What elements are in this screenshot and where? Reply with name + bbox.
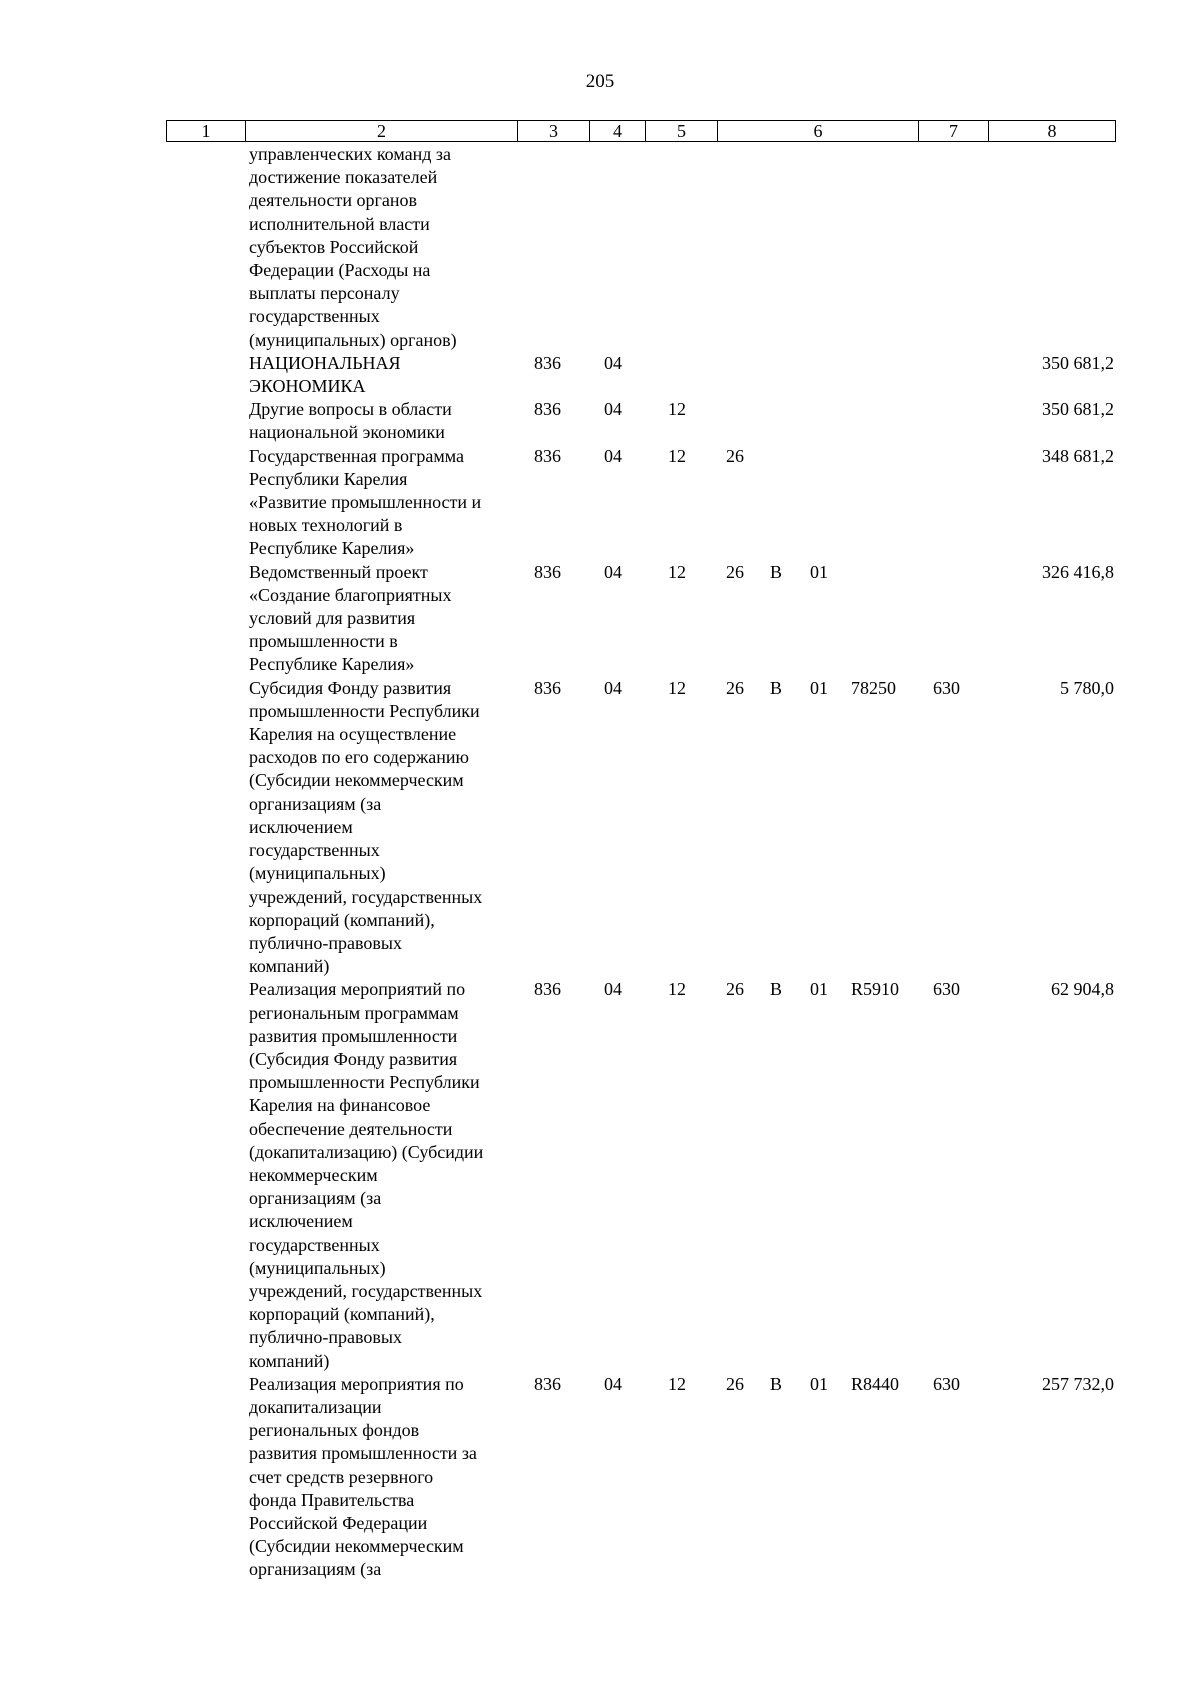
table-row [0, 398, 1200, 444]
cell-col-5: 12 [668, 399, 686, 420]
cell-col-4: 04 [604, 677, 622, 698]
table-row [0, 1373, 1200, 1582]
cell-col-6-type: В [770, 1373, 783, 1394]
table-body [0, 143, 1200, 1582]
cell-col-3: 836 [534, 445, 561, 466]
cell-col-3: 836 [534, 399, 561, 420]
cell-col-7: 630 [933, 1373, 960, 1394]
cell-col-7: 630 [933, 677, 960, 698]
header-col-8: 8 [988, 121, 1115, 141]
cell-col-4: 04 [604, 1373, 622, 1394]
cell-col-8: 350 681,2 [1042, 399, 1114, 420]
table-row [0, 143, 1200, 352]
cell-col-8: 348 681,2 [1042, 445, 1114, 466]
cell-col-3: 836 [534, 561, 561, 582]
table-row [0, 352, 1200, 398]
page-number: 205 [585, 71, 615, 92]
cell-col-8: 326 416,8 [1042, 561, 1114, 582]
cell-col-6-type: В [770, 561, 783, 582]
cell-col-6-project: 01 [810, 561, 828, 582]
cell-col-6-direction: R5910 [851, 979, 900, 1000]
header-col-2: 2 [245, 121, 517, 141]
cell-col-3: 836 [534, 677, 561, 698]
table-row [0, 445, 1200, 561]
header-col-4: 4 [589, 121, 645, 141]
cell-col-3: 836 [534, 1373, 561, 1394]
row-description: Реализация мероприятий по региональным программам развития промышленности (Субсидия Фонду развития промышленности Республики Карелия на финансовое обеспечение деятельности (докапитализацию) (Субсидии некоммерческим организациям (за исключением государственных (муниципальных) учреждений, государственных корпораций (компаний), публично-правовых компаний) [249, 979, 484, 1371]
cell-col-6-program: 26 [726, 1373, 744, 1394]
cell-col-4: 04 [604, 445, 622, 466]
row-description: Государственная программа Республики Карелия «Развитие промышленности и новых технологий в Республике Карелия» [249, 445, 482, 559]
header-col-7: 7 [918, 121, 988, 141]
cell-col-6-program: 26 [726, 561, 744, 582]
cell-col-7: 630 [933, 979, 960, 1000]
row-description: Реализация мероприятия по докапитализации региональных фондов развития промышленности за счет средств резервного фонда Правительства Российской Федерации (Субсидии некоммерческим организациям (за [249, 1373, 477, 1580]
header-col-5: 5 [645, 121, 717, 141]
row-description: НАЦИОНАЛЬНАЯ ЭКОНОМИКА [249, 352, 401, 397]
cell-col-5: 12 [668, 561, 686, 582]
cell-col-5: 12 [668, 979, 686, 1000]
cell-col-3: 836 [534, 979, 561, 1000]
cell-col-4: 04 [604, 352, 622, 373]
table-row [0, 677, 1200, 979]
cell-col-4: 04 [604, 979, 622, 1000]
cell-col-4: 04 [604, 399, 622, 420]
cell-col-5: 12 [668, 1373, 686, 1394]
cell-col-6-direction: 78250 [851, 677, 896, 698]
cell-col-6-program: 26 [726, 677, 744, 698]
header-col-3: 3 [517, 121, 589, 141]
table-row [0, 978, 1200, 1372]
row-description: Ведомственный проект «Создание благоприятных условий для развития промышленности в Республике Карелия» [249, 561, 452, 675]
cell-col-6-project: 01 [810, 1373, 828, 1394]
cell-col-6-program: 26 [726, 445, 744, 466]
table-row [0, 561, 1200, 677]
cell-col-8: 257 732,0 [1042, 1373, 1114, 1394]
cell-col-6-project: 01 [810, 677, 828, 698]
header-col-6: 6 [717, 121, 918, 141]
cell-col-3: 836 [534, 352, 561, 373]
cell-col-8: 5 780,0 [1060, 677, 1114, 698]
cell-col-4: 04 [604, 561, 622, 582]
cell-col-6-direction: R8440 [851, 1373, 900, 1394]
cell-col-6-program: 26 [726, 979, 744, 1000]
cell-col-8: 62 904,8 [1051, 979, 1114, 1000]
table-header [166, 120, 1116, 142]
row-description: Другие вопросы в области национальной экономики [249, 399, 452, 443]
row-description: управленческих команд за достижение показателей деятельности органов исполнительной власти субъектов Российской Федерации (Расходы на выплаты персоналу государственных (муниципальных) органов) [249, 144, 457, 350]
cell-col-5: 12 [668, 445, 686, 466]
cell-col-6-type: В [770, 677, 783, 698]
row-description: Субсидия Фонду развития промышленности Республики Карелия на осуществление расходов по его содержанию (Субсидии некоммерческим организациям (за исключением государственных (муниципальных) учреждений, государственных корпораций (компаний), публично-правовых компаний) [249, 677, 483, 977]
cell-col-5: 12 [668, 677, 686, 698]
header-col-1: 1 [201, 121, 211, 141]
cell-col-6-project: 01 [810, 979, 828, 1000]
cell-col-8: 350 681,2 [1042, 352, 1114, 373]
cell-col-6-type: В [770, 979, 783, 1000]
